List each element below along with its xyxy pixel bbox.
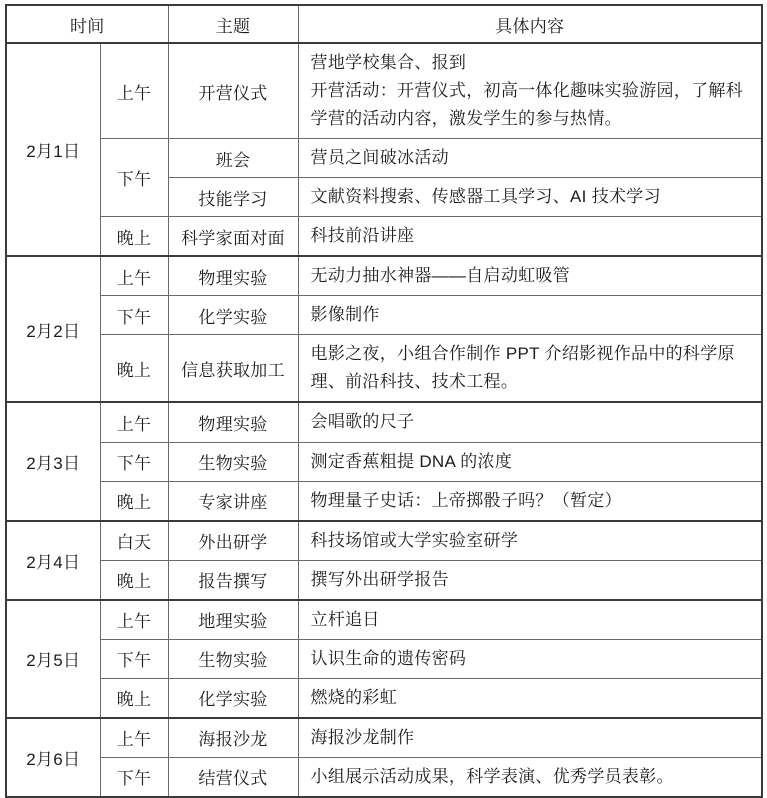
content-cell: [298, 560, 762, 600]
theme-cell: 海报沙龙: [168, 718, 298, 758]
content-paragraph: 认识生命的遗传密码: [310, 648, 467, 668]
content-cell: [298, 678, 762, 718]
table-row: [6, 521, 762, 561]
date-cell: 2月4日: [6, 521, 100, 600]
theme-cell: 生物实验: [168, 639, 298, 678]
theme-cell: 化学实验: [168, 678, 298, 718]
theme-cell: 物理实验: [168, 256, 298, 296]
content-paragraph: 物理量子史话：上帝掷骰子吗？（暂定）: [310, 490, 622, 510]
time-cell: 下午: [100, 296, 168, 335]
theme-cell: 专家讲座: [168, 481, 298, 521]
theme-cell: 物理实验: [168, 402, 298, 442]
table-row: [6, 639, 762, 678]
theme-cell: 科学家面对面: [168, 217, 298, 257]
theme-cell: 信息获取加工: [168, 335, 298, 403]
content-paragraph: 营地学校集合、报到: [310, 53, 467, 72]
content-paragraph: 营员之间破冰活动: [310, 148, 449, 168]
content-paragraph: 会唱歌的尺子: [310, 412, 415, 432]
table-row: [6, 678, 762, 718]
time-cell: 下午: [100, 639, 168, 678]
theme-cell: 报告撰写: [168, 560, 298, 600]
theme-cell: 结营仪式: [168, 757, 298, 797]
content-cell: [298, 600, 762, 640]
theme-cell: 生物实验: [168, 442, 298, 481]
table-row: [6, 296, 762, 335]
table-row: [6, 757, 762, 797]
table-row: [6, 560, 762, 600]
time-cell: 下午: [100, 139, 168, 217]
table-row: [6, 718, 762, 758]
content-paragraph: 测定香蕉粗提 DNA 的浓度: [310, 451, 513, 471]
time-cell: 上午: [100, 402, 168, 442]
time-cell: 下午: [100, 442, 168, 481]
table-row: [6, 402, 762, 442]
time-cell: 上午: [100, 718, 168, 758]
table-row: [6, 335, 762, 403]
content-paragraph: 立杆追日: [310, 609, 380, 629]
theme-cell: 外出研学: [168, 521, 298, 561]
time-cell: 晚上: [100, 481, 168, 521]
table-header: [6, 5, 762, 43]
header-cell-content: 具体内容: [298, 5, 762, 43]
content-cell: [298, 481, 762, 521]
time-cell: 上午: [100, 600, 168, 640]
table-row: [6, 256, 762, 296]
time-cell: 晚上: [100, 217, 168, 257]
time-cell: 上午: [100, 256, 168, 296]
table-row: [6, 139, 762, 178]
content-paragraph: 无动力抽水神器——自启动虹吸管: [310, 266, 571, 286]
content-paragraph: 科技前沿讲座: [310, 226, 415, 246]
table-row: [6, 481, 762, 521]
header-cell-theme: 主题: [168, 5, 298, 43]
header-cell-time: 时间: [6, 5, 168, 43]
content-cell: [298, 139, 762, 178]
date-cell: 2月5日: [6, 600, 100, 718]
time-cell: 晚上: [100, 678, 168, 718]
table-row: [6, 43, 762, 139]
time-cell: 晚上: [100, 560, 168, 600]
content-cell: [298, 521, 762, 561]
theme-cell: 开营仪式: [168, 43, 298, 139]
table-row: [6, 442, 762, 481]
content-paragraph: 文献资料搜索、传感器工具学习、AI 技术学习: [310, 187, 661, 207]
time-cell: 白天: [100, 521, 168, 561]
content-paragraph: 海报沙龙制作: [310, 727, 415, 747]
theme-cell: 技能学习: [168, 178, 298, 217]
time-cell: 上午: [100, 43, 168, 139]
content-cell: [298, 178, 762, 217]
content-cell: [298, 256, 762, 296]
table-row: [6, 217, 762, 257]
table-row: [6, 600, 762, 640]
date-cell: 2月6日: [6, 718, 100, 797]
content-cell: [298, 718, 762, 758]
theme-cell: 化学实验: [168, 296, 298, 335]
content-cell: [298, 43, 762, 139]
content-paragraph: 撰写外出研学报告: [310, 569, 449, 589]
content-cell: [298, 296, 762, 335]
time-cell: 下午: [100, 757, 168, 797]
content-cell: [298, 757, 762, 797]
theme-cell: 地理实验: [168, 600, 298, 640]
date-cell: 2月2日: [6, 256, 100, 402]
content-paragraph: 开营活动：开营仪式，初高一体化趣味实验游园，了解科学营的活动内容，激发学生的参与热情。: [310, 81, 744, 129]
date-cell: 2月3日: [6, 402, 100, 520]
schedule-body: [6, 43, 762, 797]
content-cell: [298, 335, 762, 403]
content-paragraph: 燃烧的彩虹: [310, 687, 398, 707]
time-cell: 晚上: [100, 335, 168, 403]
theme-cell: 班会: [168, 139, 298, 178]
content-cell: [298, 402, 762, 442]
content-paragraph: 小组展示活动成果，科学表演、优秀学员表彰。: [310, 766, 674, 786]
header-row: [6, 5, 762, 43]
content-paragraph: 科技场馆或大学实验室研学: [310, 530, 519, 550]
camp-schedule-table: [5, 4, 763, 798]
content-paragraph: 影像制作: [310, 305, 380, 325]
content-paragraph: 电影之夜，小组合作制作 PPT 介绍影视作品中的科学原理、前沿科技、技术工程。: [310, 344, 735, 392]
content-cell: [298, 217, 762, 257]
date-cell: 2月1日: [6, 43, 100, 256]
content-cell: [298, 442, 762, 481]
content-cell: [298, 639, 762, 678]
